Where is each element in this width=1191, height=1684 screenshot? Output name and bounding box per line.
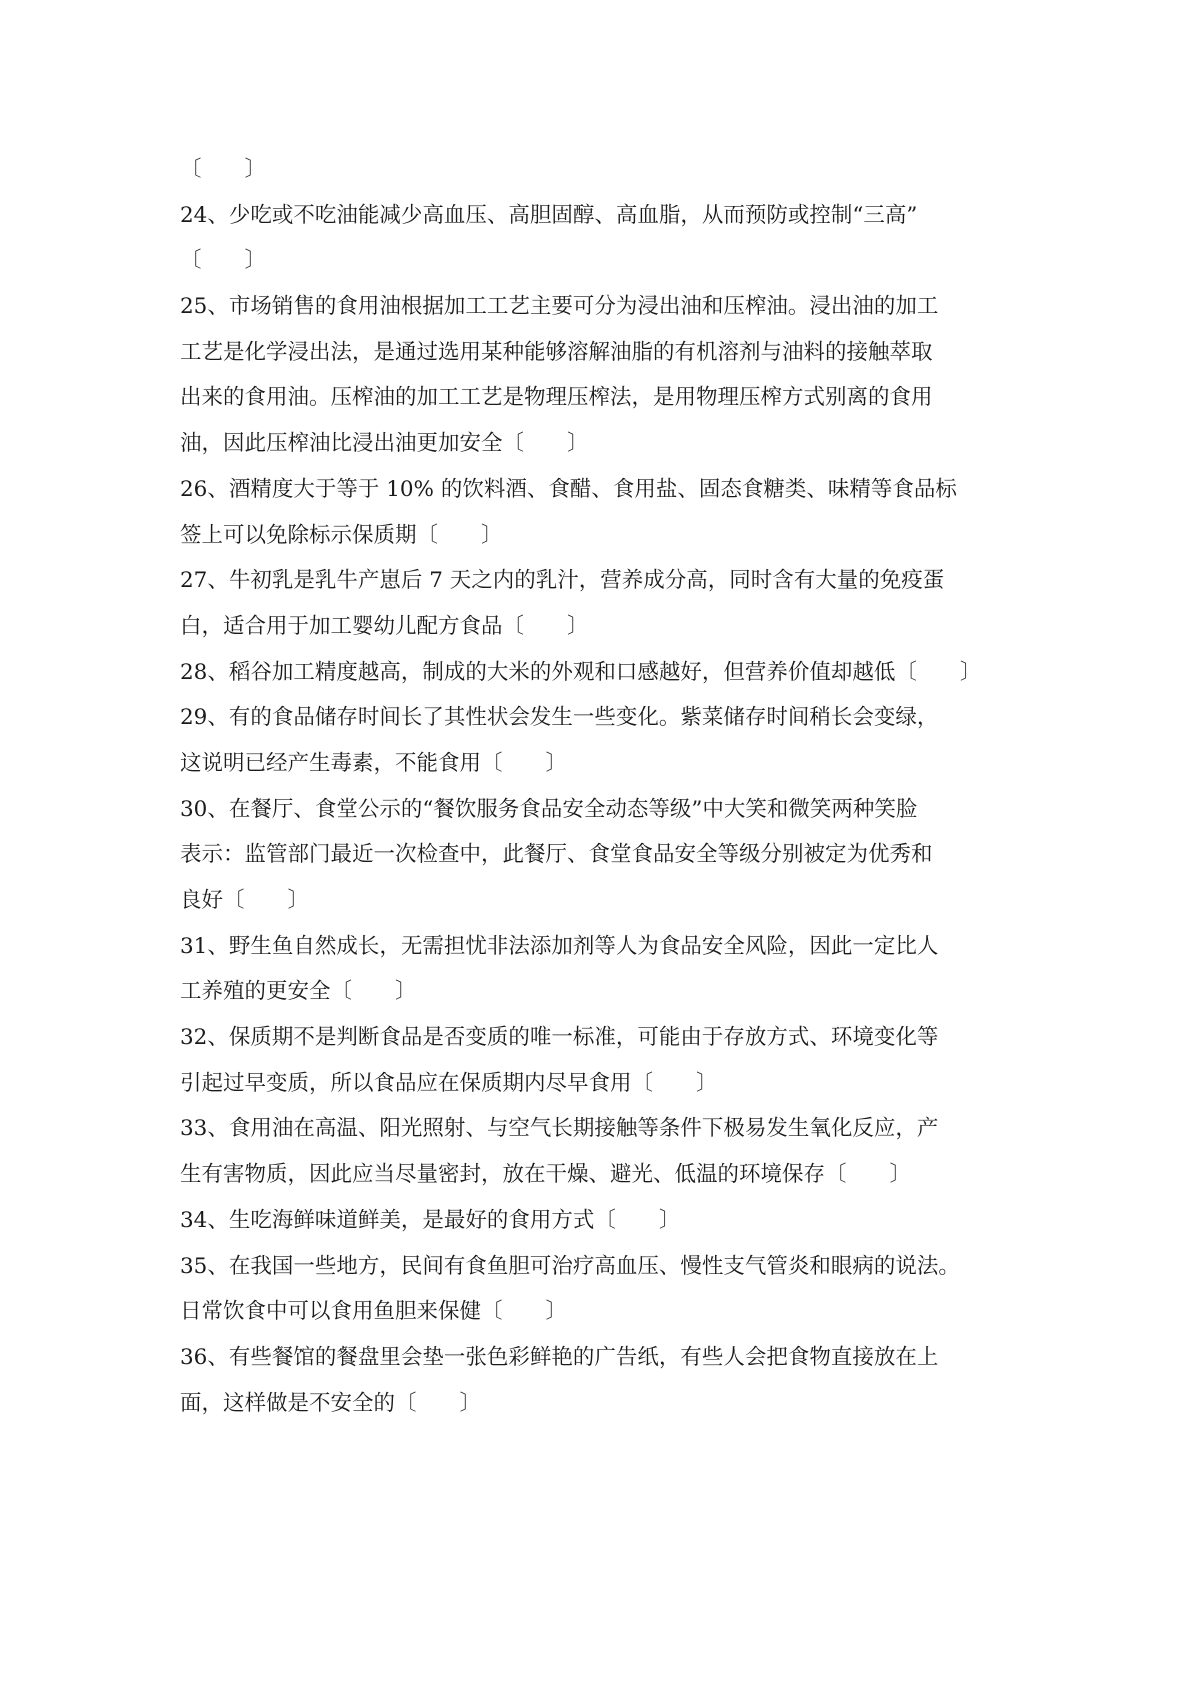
text-line: 〔 〕 [180, 248, 267, 274]
text-line: 工养殖的更安全〔 〕 [180, 979, 417, 1005]
text-line: 引起过早变质，所以食品应在保质期内尽早食用〔 〕 [180, 1070, 718, 1096]
text-line: 34、生吃海鲜味道鲜美，是最好的食用方式〔 〕 [180, 1207, 681, 1233]
text-line: 出来的食用油。压榨油的加工工艺是物理压榨法，是用物理压榨方式别离的食用 [180, 385, 933, 411]
text-line: 26、酒精度大于等于 10% 的饮料酒、食醋、食用盐、固态食糖类、味精等食品标 [180, 476, 957, 502]
text-line: 这说明已经产生毒素，不能食用〔 〕 [180, 750, 568, 776]
text-line: 面，这样做是不安全的〔 〕 [180, 1390, 482, 1416]
text-line: 29、有的食品储存时间长了其性状会发生一些变化。紫菜储存时间稍长会变绿， [180, 705, 939, 731]
text-line: 油，因此压榨油比浸出油更加安全〔 〕 [180, 431, 589, 457]
text-line: 25、市场销售的食用油根据加工工艺主要可分为浸出油和压榨油。浸出油的加工 [180, 294, 939, 320]
question-list [180, 147, 1020, 1426]
text-line: 24、少吃或不吃油能减少高血压、高胆固醇、高血脂，从而预防或控制“三高” [180, 202, 918, 228]
text-line: 36、有些餐馆的餐盘里会垫一张色彩鲜艳的广告纸，有些人会把食物直接放在上 [180, 1344, 939, 1370]
text-line: 良好〔 〕 [180, 888, 310, 913]
text-line: 工艺是化学浸出法，是通过选用某种能够溶解油脂的有机溶剂与油料的接触萃取 [180, 339, 933, 365]
text-line: 31、野生鱼自然成长，无需担忧非法添加剂等人为食品安全风险，因此一定比人 [180, 933, 939, 959]
text-line: 〔 〕 [180, 157, 267, 182]
text-line: 表示：监管部门最近一次检查中，此餐厅、食堂食品安全等级分别被定为优秀和 [180, 842, 933, 868]
text-line: 33、食用油在高温、阳光照射、与空气长期接触等条件下极易发生氧化反应，产 [180, 1116, 939, 1142]
text-line: 生有害物质，因此应当尽量密封，放在干燥、避光、低温的环境保存〔 〕 [180, 1162, 912, 1188]
text-line: 30、在餐厅、食堂公示的“餐饮服务食品安全动态等级”中大笑和微笑两种笑脸 [180, 796, 918, 822]
text-line: 27、牛初乳是乳牛产崽后 7 天之内的乳汁，营养成分高，同时含有大量的免疫蛋 [180, 568, 945, 594]
text-line: 28、稻谷加工精度越高，制成的大米的外观和口感越好，但营养价值却越低〔 〕 [180, 659, 982, 685]
text-line: 白，适合用于加工婴幼儿配方食品〔 〕 [180, 613, 589, 639]
text-line: 签上可以免除标示保质期〔 〕 [180, 522, 503, 548]
text-line: 35、在我国一些地方，民间有食鱼胆可治疗高血压、慢性支气管炎和眼病的说法。 [180, 1253, 960, 1279]
text-line: 日常饮食中可以食用鱼胆来保健〔 〕 [180, 1299, 568, 1325]
text-line: 32、保质期不是判断食品是否变质的唯一标准，可能由于存放方式、环境变化等 [180, 1025, 939, 1051]
